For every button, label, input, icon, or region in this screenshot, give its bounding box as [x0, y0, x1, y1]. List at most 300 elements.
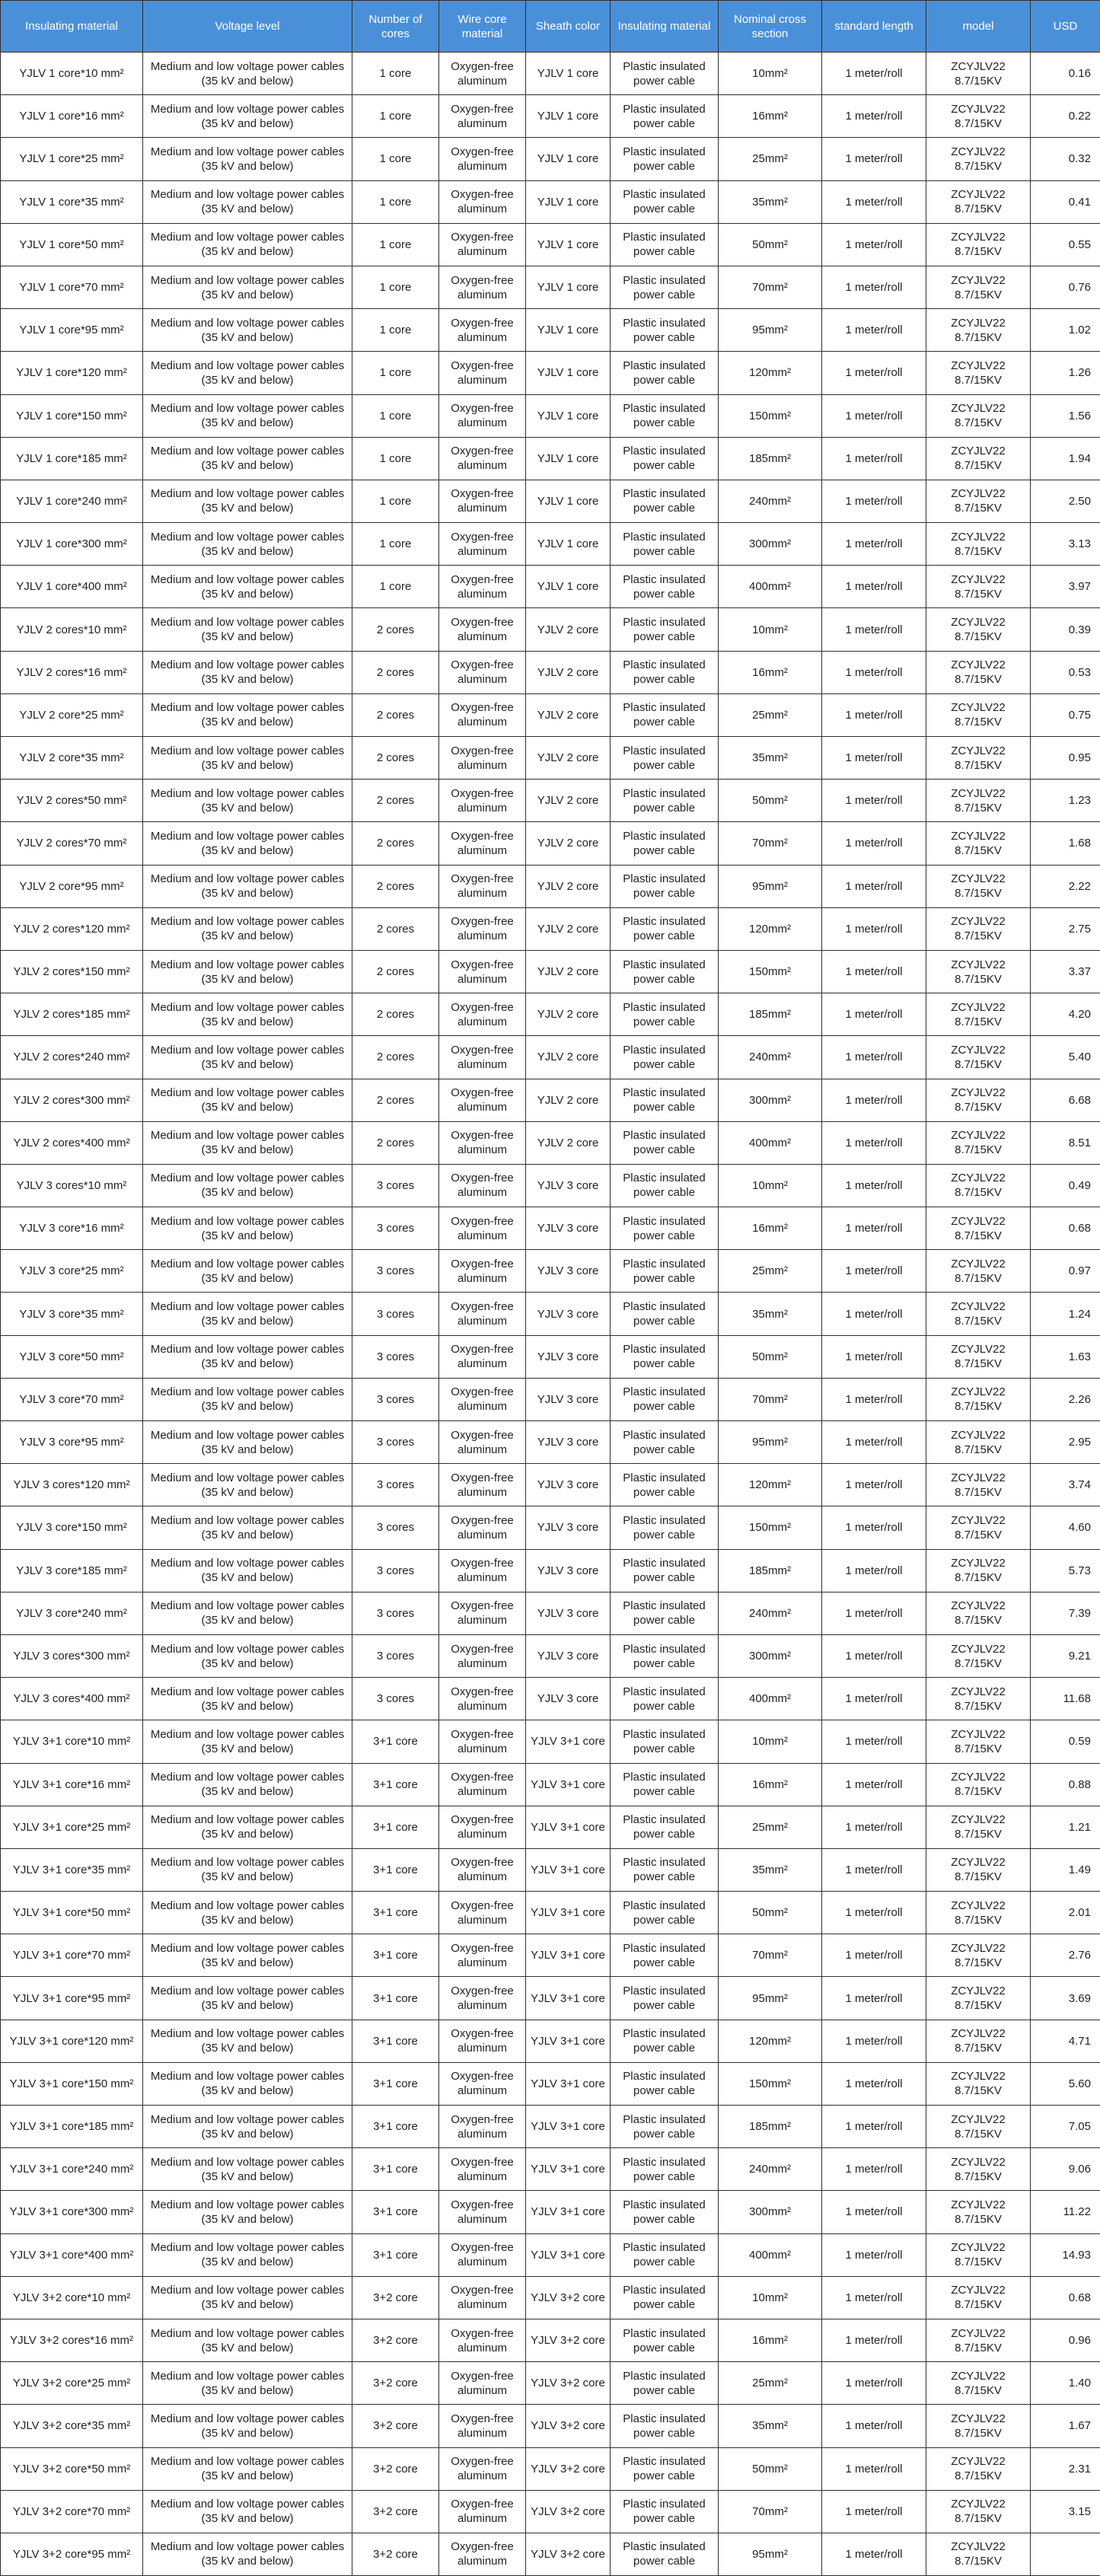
- cell-model: ZCYJLV22 8.7/15KV: [926, 1720, 1031, 1763]
- cell-voltage-level: Medium and low voltage power cables (35 kV and below): [143, 2276, 352, 2319]
- cell-model: ZCYJLV22 8.7/15KV: [926, 352, 1031, 394]
- cell-insulating-material-2: Plastic insulated power cable: [611, 2490, 719, 2533]
- cell-nominal-cross-section: 185mm²: [719, 1549, 822, 1592]
- table-row: [1, 950, 1100, 993]
- cell-number-of-cores: 3 cores: [352, 1421, 439, 1464]
- cell-nominal-cross-section: 240mm²: [719, 2148, 822, 2191]
- cell-insulating-material: YJLV 3+1 core*400 mm²: [1, 2233, 143, 2276]
- cell-model: ZCYJLV22 8.7/15KV: [926, 993, 1031, 1036]
- cell-sheath-color: YJLV 3+2 core: [526, 2490, 611, 2533]
- cell-wire-core-material: Oxygen-free aluminum: [439, 1934, 526, 1977]
- cell-usd: 0.88: [1031, 1763, 1100, 1806]
- header-row: [1, 1, 1100, 53]
- cell-model: ZCYJLV22 8.7/15KV: [926, 1678, 1031, 1720]
- table-row: [1, 2106, 1100, 2148]
- cell-nominal-cross-section: 16mm²: [719, 651, 822, 693]
- cell-voltage-level: Medium and low voltage power cables (35 kV and below): [143, 1250, 352, 1293]
- cell-voltage-level: Medium and low voltage power cables (35 kV and below): [143, 523, 352, 566]
- cell-insulating-material-2: Plastic insulated power cable: [611, 2319, 719, 2361]
- header-sheath-color: Sheath color: [526, 1, 611, 53]
- table-row: [1, 1421, 1100, 1464]
- table-row: [1, 566, 1100, 608]
- cell-voltage-level: Medium and low voltage power cables (35 kV and below): [143, 2490, 352, 2533]
- cell-standard-length: 1 meter/roll: [822, 1250, 926, 1293]
- cell-voltage-level: Medium and low voltage power cables (35 kV and below): [143, 394, 352, 437]
- cell-insulating-material: YJLV 3 core*240 mm²: [1, 1592, 143, 1634]
- cell-usd: 1.23: [1031, 779, 1100, 822]
- cell-sheath-color: YJLV 1 core: [526, 394, 611, 437]
- cell-number-of-cores: 2 cores: [352, 1121, 439, 1164]
- table-row: [1, 737, 1100, 779]
- cell-usd: 2.31: [1031, 2447, 1100, 2490]
- cell-sheath-color: YJLV 2 core: [526, 907, 611, 950]
- cell-standard-length: 1 meter/roll: [822, 1934, 926, 1977]
- cell-insulating-material-2: Plastic insulated power cable: [611, 352, 719, 394]
- cell-model: ZCYJLV22 8.7/15KV: [926, 2191, 1031, 2233]
- header-usd: USD: [1031, 1, 1100, 53]
- cell-number-of-cores: 3+1 core: [352, 2062, 439, 2105]
- cell-number-of-cores: 1 core: [352, 437, 439, 480]
- cell-wire-core-material: Oxygen-free aluminum: [439, 1549, 526, 1592]
- cell-insulating-material-2: Plastic insulated power cable: [611, 437, 719, 480]
- cell-insulating-material: YJLV 3+1 core*150 mm²: [1, 2062, 143, 2105]
- cell-usd: 0.55: [1031, 223, 1100, 266]
- table-row: [1, 1207, 1100, 1250]
- cell-sheath-color: YJLV 3+1 core: [526, 2020, 611, 2062]
- cell-insulating-material-2: Plastic insulated power cable: [611, 1121, 719, 1164]
- table-row: [1, 1892, 1100, 1934]
- cell-standard-length: 1 meter/roll: [822, 651, 926, 693]
- cell-sheath-color: YJLV 3 core: [526, 1678, 611, 1720]
- cell-sheath-color: YJLV 1 core: [526, 53, 611, 95]
- cell-usd: 4.71: [1031, 2020, 1100, 2062]
- cell-number-of-cores: 3 cores: [352, 1207, 439, 1250]
- cell-standard-length: 1 meter/roll: [822, 2191, 926, 2233]
- cell-usd: 0.95: [1031, 737, 1100, 779]
- cell-model: ZCYJLV22 8.7/15KV: [926, 1464, 1031, 1506]
- cell-number-of-cores: 1 core: [352, 95, 439, 138]
- cell-usd: 1.21: [1031, 1806, 1100, 1848]
- cell-insulating-material-2: Plastic insulated power cable: [611, 2191, 719, 2233]
- cell-standard-length: 1 meter/roll: [822, 2106, 926, 2148]
- cell-sheath-color: YJLV 3+2 core: [526, 2276, 611, 2319]
- cell-model: ZCYJLV22 8.7/15KV: [926, 1848, 1031, 1891]
- table-row: [1, 2020, 1100, 2062]
- cell-insulating-material-2: Plastic insulated power cable: [611, 1806, 719, 1848]
- cell-nominal-cross-section: 25mm²: [719, 2362, 822, 2405]
- cell-standard-length: 1 meter/roll: [822, 223, 926, 266]
- cell-usd: 0.39: [1031, 608, 1100, 651]
- cell-number-of-cores: 3 cores: [352, 1506, 439, 1549]
- cell-model: ZCYJLV22 8.7/15KV: [926, 1592, 1031, 1634]
- cell-model: ZCYJLV22 8.7/15KV: [926, 1335, 1031, 1378]
- cell-nominal-cross-section: 300mm²: [719, 2191, 822, 2233]
- cell-number-of-cores: 2 cores: [352, 779, 439, 822]
- cell-wire-core-material: Oxygen-free aluminum: [439, 993, 526, 1036]
- cell-insulating-material-2: Plastic insulated power cable: [611, 138, 719, 180]
- table-row: [1, 2191, 1100, 2233]
- cell-sheath-color: YJLV 3+1 core: [526, 2106, 611, 2148]
- cell-standard-length: 1 meter/roll: [822, 1806, 926, 1848]
- cell-voltage-level: Medium and low voltage power cables (35 kV and below): [143, 1678, 352, 1720]
- cell-wire-core-material: Oxygen-free aluminum: [439, 480, 526, 522]
- cell-number-of-cores: 3+1 core: [352, 2106, 439, 2148]
- cell-voltage-level: Medium and low voltage power cables (35 kV and below): [143, 737, 352, 779]
- cell-model: ZCYJLV22 8.7/15KV: [926, 2020, 1031, 2062]
- cell-model: ZCYJLV22 8.7/15KV: [926, 480, 1031, 522]
- table-row: [1, 95, 1100, 138]
- cell-number-of-cores: 2 cores: [352, 907, 439, 950]
- cell-usd: 2.26: [1031, 1378, 1100, 1420]
- cell-model: ZCYJLV22 8.7/15KV: [926, 309, 1031, 352]
- cell-usd: 2.01: [1031, 1892, 1100, 1934]
- cell-wire-core-material: Oxygen-free aluminum: [439, 394, 526, 437]
- table-row: [1, 437, 1100, 480]
- cell-insulating-material: YJLV 3+1 core*95 mm²: [1, 1977, 143, 2020]
- cell-sheath-color: YJLV 3+2 core: [526, 2405, 611, 2447]
- cell-nominal-cross-section: 70mm²: [719, 1378, 822, 1420]
- cell-nominal-cross-section: 400mm²: [719, 566, 822, 608]
- cell-standard-length: 1 meter/roll: [822, 2062, 926, 2105]
- cell-standard-length: 1 meter/roll: [822, 1079, 926, 1121]
- cell-nominal-cross-section: 50mm²: [719, 2447, 822, 2490]
- cell-standard-length: 1 meter/roll: [822, 1678, 926, 1720]
- cell-number-of-cores: 2 cores: [352, 608, 439, 651]
- cell-insulating-material: YJLV 3+1 core*120 mm²: [1, 2020, 143, 2062]
- cell-sheath-color: YJLV 3+1 core: [526, 1892, 611, 1934]
- cell-model: ZCYJLV22 8.7/15KV: [926, 53, 1031, 95]
- cell-voltage-level: Medium and low voltage power cables (35 kV and below): [143, 693, 352, 736]
- cell-model: ZCYJLV22 8.7/15KV: [926, 2405, 1031, 2447]
- cell-wire-core-material: Oxygen-free aluminum: [439, 608, 526, 651]
- cell-wire-core-material: Oxygen-free aluminum: [439, 865, 526, 907]
- cell-model: ZCYJLV22 8.7/15KV: [926, 950, 1031, 993]
- cell-voltage-level: Medium and low voltage power cables (35 kV and below): [143, 1293, 352, 1335]
- cell-voltage-level: Medium and low voltage power cables (35 kV and below): [143, 566, 352, 608]
- cell-standard-length: 1 meter/roll: [822, 2533, 926, 2575]
- cell-insulating-material: YJLV 3+2 core*95 mm²: [1, 2533, 143, 2575]
- cell-number-of-cores: 2 cores: [352, 1036, 439, 1079]
- cell-number-of-cores: 1 core: [352, 394, 439, 437]
- cell-usd: 5.60: [1031, 2062, 1100, 2105]
- table-row: [1, 907, 1100, 950]
- cell-insulating-material: YJLV 1 core*70 mm²: [1, 266, 143, 308]
- cell-number-of-cores: 2 cores: [352, 865, 439, 907]
- cell-voltage-level: Medium and low voltage power cables (35 kV and below): [143, 2191, 352, 2233]
- cell-usd: 1.67: [1031, 2405, 1100, 2447]
- cell-nominal-cross-section: 300mm²: [719, 1079, 822, 1121]
- cell-standard-length: 1 meter/roll: [822, 993, 926, 1036]
- cell-standard-length: 1 meter/roll: [822, 1720, 926, 1763]
- cell-model: ZCYJLV22 8.7/15KV: [926, 1378, 1031, 1420]
- cell-nominal-cross-section: 120mm²: [719, 907, 822, 950]
- cell-usd: 14.93: [1031, 2233, 1100, 2276]
- cell-nominal-cross-section: 150mm²: [719, 1506, 822, 1549]
- cell-voltage-level: Medium and low voltage power cables (35 kV and below): [143, 1121, 352, 1164]
- cell-number-of-cores: 2 cores: [352, 993, 439, 1036]
- cell-number-of-cores: 3+2 core: [352, 2405, 439, 2447]
- cell-number-of-cores: 3+1 core: [352, 2020, 439, 2062]
- cell-wire-core-material: Oxygen-free aluminum: [439, 2319, 526, 2361]
- cell-model: ZCYJLV22 8.7/15KV: [926, 1164, 1031, 1207]
- cell-number-of-cores: 3+1 core: [352, 1848, 439, 1891]
- table-header: [1, 1, 1100, 53]
- cell-usd: 1.40: [1031, 2362, 1100, 2405]
- cell-model: ZCYJLV22 8.7/15KV: [926, 1977, 1031, 2020]
- cell-insulating-material-2: Plastic insulated power cable: [611, 1378, 719, 1420]
- cell-sheath-color: YJLV 3 core: [526, 1464, 611, 1506]
- cell-sheath-color: YJLV 3 core: [526, 1592, 611, 1634]
- table-row: [1, 1678, 1100, 1720]
- cell-model: ZCYJLV22 8.7/15KV: [926, 2276, 1031, 2319]
- cell-model: ZCYJLV22 8.7/15KV: [926, 1549, 1031, 1592]
- cell-wire-core-material: Oxygen-free aluminum: [439, 737, 526, 779]
- cell-nominal-cross-section: 95mm²: [719, 1977, 822, 2020]
- cell-number-of-cores: 3+1 core: [352, 1720, 439, 1763]
- cell-insulating-material: YJLV 3+1 core*70 mm²: [1, 1934, 143, 1977]
- cell-wire-core-material: Oxygen-free aluminum: [439, 1977, 526, 2020]
- cell-model: ZCYJLV22 8.7/15KV: [926, 693, 1031, 736]
- cell-insulating-material-2: Plastic insulated power cable: [611, 1848, 719, 1891]
- cell-voltage-level: Medium and low voltage power cables (35 kV and below): [143, 2533, 352, 2575]
- cell-standard-length: 1 meter/roll: [822, 1763, 926, 1806]
- cell-voltage-level: Medium and low voltage power cables (35 kV and below): [143, 865, 352, 907]
- cell-usd: 4.60: [1031, 1506, 1100, 1549]
- cell-sheath-color: YJLV 2 core: [526, 779, 611, 822]
- cell-insulating-material: YJLV 1 core*185 mm²: [1, 437, 143, 480]
- cell-number-of-cores: 3+2 core: [352, 2319, 439, 2361]
- cell-insulating-material: YJLV 1 core*150 mm²: [1, 394, 143, 437]
- cell-insulating-material: YJLV 3 core*185 mm²: [1, 1549, 143, 1592]
- cell-number-of-cores: 3+2 core: [352, 2533, 439, 2575]
- cell-sheath-color: YJLV 3 core: [526, 1250, 611, 1293]
- cell-standard-length: 1 meter/roll: [822, 394, 926, 437]
- cell-sheath-color: YJLV 3 core: [526, 1335, 611, 1378]
- cell-insulating-material-2: Plastic insulated power cable: [611, 651, 719, 693]
- cell-voltage-level: Medium and low voltage power cables (35 kV and below): [143, 180, 352, 223]
- table-row: [1, 266, 1100, 308]
- cell-insulating-material: YJLV 3+1 core*10 mm²: [1, 1720, 143, 1763]
- cell-wire-core-material: Oxygen-free aluminum: [439, 1164, 526, 1207]
- table-row: [1, 1036, 1100, 1079]
- cell-sheath-color: YJLV 3+2 core: [526, 2447, 611, 2490]
- cell-model: ZCYJLV22 8.7/15KV: [926, 1934, 1031, 1977]
- cell-sheath-color: YJLV 3+1 core: [526, 1848, 611, 1891]
- table-row: [1, 1250, 1100, 1293]
- cell-sheath-color: YJLV 2 core: [526, 1079, 611, 1121]
- cell-standard-length: 1 meter/roll: [822, 779, 926, 822]
- cell-insulating-material-2: Plastic insulated power cable: [611, 1763, 719, 1806]
- cell-number-of-cores: 3 cores: [352, 1592, 439, 1634]
- cell-wire-core-material: Oxygen-free aluminum: [439, 1892, 526, 1934]
- cell-model: ZCYJLV22 8.7/15KV: [926, 2233, 1031, 2276]
- cell-number-of-cores: 3 cores: [352, 1378, 439, 1420]
- cell-usd: 7.39: [1031, 1592, 1100, 1634]
- cell-usd: 7.05: [1031, 2106, 1100, 2148]
- table-row: [1, 2276, 1100, 2319]
- cell-nominal-cross-section: 185mm²: [719, 993, 822, 1036]
- cell-insulating-material-2: Plastic insulated power cable: [611, 2276, 719, 2319]
- cell-insulating-material-2: Plastic insulated power cable: [611, 693, 719, 736]
- cell-number-of-cores: 3+2 core: [352, 2276, 439, 2319]
- cell-insulating-material-2: Plastic insulated power cable: [611, 2062, 719, 2105]
- cell-insulating-material: YJLV 3 cores*10 mm²: [1, 1164, 143, 1207]
- cell-model: ZCYJLV22 8.7/15KV: [926, 394, 1031, 437]
- cell-voltage-level: Medium and low voltage power cables (35 kV and below): [143, 437, 352, 480]
- table-row: [1, 2447, 1100, 2490]
- cell-standard-length: 1 meter/roll: [822, 2148, 926, 2191]
- cell-standard-length: 1 meter/roll: [822, 266, 926, 308]
- cell-number-of-cores: 3+1 core: [352, 2191, 439, 2233]
- cell-nominal-cross-section: 16mm²: [719, 95, 822, 138]
- cell-wire-core-material: Oxygen-free aluminum: [439, 907, 526, 950]
- cell-insulating-material: YJLV 3+2 core*25 mm²: [1, 2362, 143, 2405]
- cell-insulating-material-2: Plastic insulated power cable: [611, 180, 719, 223]
- table-row: [1, 1335, 1100, 1378]
- cell-standard-length: 1 meter/roll: [822, 2490, 926, 2533]
- cell-model: ZCYJLV22 8.7/15KV: [926, 2533, 1031, 2575]
- cell-insulating-material: YJLV 3 cores*400 mm²: [1, 1678, 143, 1720]
- cell-standard-length: 1 meter/roll: [822, 865, 926, 907]
- cell-wire-core-material: Oxygen-free aluminum: [439, 309, 526, 352]
- cell-model: ZCYJLV22 8.7/15KV: [926, 2447, 1031, 2490]
- cell-number-of-cores: 3+2 core: [352, 2362, 439, 2405]
- cell-voltage-level: Medium and low voltage power cables (35 kV and below): [143, 95, 352, 138]
- cell-model: ZCYJLV22 8.7/15KV: [926, 266, 1031, 308]
- cell-wire-core-material: Oxygen-free aluminum: [439, 1207, 526, 1250]
- cell-wire-core-material: Oxygen-free aluminum: [439, 53, 526, 95]
- cell-standard-length: 1 meter/roll: [822, 138, 926, 180]
- cell-number-of-cores: 3+1 core: [352, 1892, 439, 1934]
- cell-nominal-cross-section: 50mm²: [719, 223, 822, 266]
- cell-insulating-material-2: Plastic insulated power cable: [611, 1720, 719, 1763]
- cell-standard-length: 1 meter/roll: [822, 180, 926, 223]
- cell-sheath-color: YJLV 3+2 core: [526, 2533, 611, 2575]
- cell-number-of-cores: 3+1 core: [352, 2148, 439, 2191]
- cell-insulating-material-2: Plastic insulated power cable: [611, 1892, 719, 1934]
- cell-sheath-color: YJLV 2 core: [526, 651, 611, 693]
- cell-nominal-cross-section: 240mm²: [719, 480, 822, 522]
- cell-model: ZCYJLV22 8.7/15KV: [926, 566, 1031, 608]
- cell-voltage-level: Medium and low voltage power cables (35 kV and below): [143, 1806, 352, 1848]
- cell-insulating-material: YJLV 3+1 core*240 mm²: [1, 2148, 143, 2191]
- cell-number-of-cores: 1 core: [352, 523, 439, 566]
- cell-number-of-cores: 1 core: [352, 138, 439, 180]
- cell-model: ZCYJLV22 8.7/15KV: [926, 2062, 1031, 2105]
- cell-voltage-level: Medium and low voltage power cables (35 kV and below): [143, 993, 352, 1036]
- cell-usd: 6.68: [1031, 1079, 1100, 1121]
- table-row: [1, 1806, 1100, 1848]
- cell-insulating-material: YJLV 2 cores*300 mm²: [1, 1079, 143, 1121]
- cell-insulating-material-2: Plastic insulated power cable: [611, 1464, 719, 1506]
- cell-insulating-material: YJLV 3 core*50 mm²: [1, 1335, 143, 1378]
- cell-standard-length: 1 meter/roll: [822, 2319, 926, 2361]
- cell-wire-core-material: Oxygen-free aluminum: [439, 2405, 526, 2447]
- cell-standard-length: 1 meter/roll: [822, 2276, 926, 2319]
- table-row: [1, 223, 1100, 266]
- cell-voltage-level: Medium and low voltage power cables (35 kV and below): [143, 1977, 352, 2020]
- cell-wire-core-material: Oxygen-free aluminum: [439, 2148, 526, 2191]
- cell-standard-length: 1 meter/roll: [822, 1164, 926, 1207]
- cell-wire-core-material: Oxygen-free aluminum: [439, 2020, 526, 2062]
- cell-sheath-color: YJLV 1 core: [526, 352, 611, 394]
- cell-nominal-cross-section: 120mm²: [719, 2020, 822, 2062]
- table-row: [1, 2533, 1100, 2575]
- cell-number-of-cores: 3+2 core: [352, 2447, 439, 2490]
- cell-usd: 2.50: [1031, 480, 1100, 522]
- cell-insulating-material-2: Plastic insulated power cable: [611, 1293, 719, 1335]
- cell-nominal-cross-section: 400mm²: [719, 2233, 822, 2276]
- cell-voltage-level: Medium and low voltage power cables (35 kV and below): [143, 907, 352, 950]
- cell-number-of-cores: 2 cores: [352, 822, 439, 865]
- cell-sheath-color: YJLV 3 core: [526, 1549, 611, 1592]
- cell-usd: 0.97: [1031, 1250, 1100, 1293]
- cell-standard-length: 1 meter/roll: [822, 822, 926, 865]
- cell-model: ZCYJLV22 8.7/15KV: [926, 2148, 1031, 2191]
- cell-number-of-cores: 1 core: [352, 352, 439, 394]
- cell-insulating-material: YJLV 3 core*25 mm²: [1, 1250, 143, 1293]
- cell-insulating-material-2: Plastic insulated power cable: [611, 523, 719, 566]
- cell-sheath-color: YJLV 3 core: [526, 1506, 611, 1549]
- cell-voltage-level: Medium and low voltage power cables (35 kV and below): [143, 608, 352, 651]
- cell-number-of-cores: 1 core: [352, 223, 439, 266]
- cell-standard-length: 1 meter/roll: [822, 1378, 926, 1420]
- cell-nominal-cross-section: 16mm²: [719, 1207, 822, 1250]
- table-row: [1, 1121, 1100, 1164]
- cell-sheath-color: YJLV 2 core: [526, 865, 611, 907]
- cell-insulating-material: YJLV 3+1 core*25 mm²: [1, 1806, 143, 1848]
- cell-insulating-material: YJLV 1 core*240 mm²: [1, 480, 143, 522]
- cell-insulating-material-2: Plastic insulated power cable: [611, 1164, 719, 1207]
- cell-wire-core-material: Oxygen-free aluminum: [439, 95, 526, 138]
- cell-wire-core-material: Oxygen-free aluminum: [439, 1678, 526, 1720]
- cell-number-of-cores: 2 cores: [352, 693, 439, 736]
- cell-voltage-level: Medium and low voltage power cables (35 kV and below): [143, 2106, 352, 2148]
- cell-insulating-material-2: Plastic insulated power cable: [611, 950, 719, 993]
- cell-model: ZCYJLV22 8.7/15KV: [926, 822, 1031, 865]
- cell-insulating-material: YJLV 2 cores*50 mm²: [1, 779, 143, 822]
- cell-wire-core-material: Oxygen-free aluminum: [439, 1421, 526, 1464]
- cell-number-of-cores: 3 cores: [352, 1634, 439, 1677]
- cell-sheath-color: YJLV 1 core: [526, 309, 611, 352]
- cell-insulating-material-2: Plastic insulated power cable: [611, 1335, 719, 1378]
- cell-insulating-material-2: Plastic insulated power cable: [611, 865, 719, 907]
- cell-insulating-material: YJLV 3+2 core*50 mm²: [1, 2447, 143, 2490]
- cell-nominal-cross-section: 150mm²: [719, 394, 822, 437]
- cell-insulating-material-2: Plastic insulated power cable: [611, 1207, 719, 1250]
- cell-standard-length: 1 meter/roll: [822, 737, 926, 779]
- cell-usd: 0.75: [1031, 693, 1100, 736]
- cell-usd: [1031, 2533, 1100, 2575]
- cell-wire-core-material: Oxygen-free aluminum: [439, 437, 526, 480]
- cell-usd: 3.15: [1031, 2490, 1100, 2533]
- cell-standard-length: 1 meter/roll: [822, 1977, 926, 2020]
- cell-sheath-color: YJLV 3+1 core: [526, 1763, 611, 1806]
- cell-wire-core-material: Oxygen-free aluminum: [439, 1763, 526, 1806]
- cell-insulating-material-2: Plastic insulated power cable: [611, 53, 719, 95]
- cell-wire-core-material: Oxygen-free aluminum: [439, 523, 526, 566]
- cell-nominal-cross-section: 120mm²: [719, 352, 822, 394]
- table-body: [1, 53, 1100, 2576]
- cell-model: ZCYJLV22 8.7/15KV: [926, 1763, 1031, 1806]
- cell-sheath-color: YJLV 2 core: [526, 1121, 611, 1164]
- table-row: [1, 1506, 1100, 1549]
- cell-wire-core-material: Oxygen-free aluminum: [439, 1121, 526, 1164]
- cell-standard-length: 1 meter/roll: [822, 1848, 926, 1891]
- cell-wire-core-material: Oxygen-free aluminum: [439, 2362, 526, 2405]
- cell-number-of-cores: 1 core: [352, 53, 439, 95]
- cell-model: ZCYJLV22 8.7/15KV: [926, 1036, 1031, 1079]
